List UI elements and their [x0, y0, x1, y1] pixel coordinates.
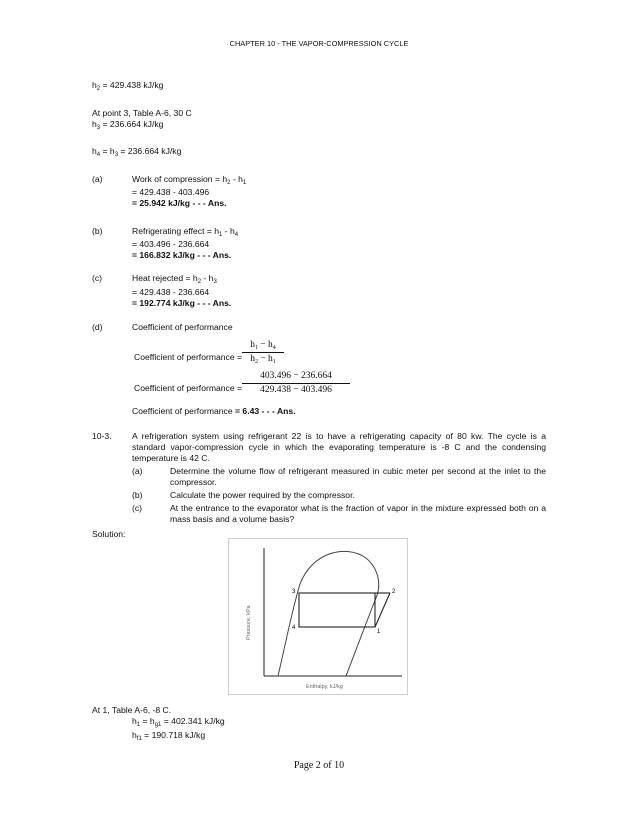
h2-line: $h_2 = 429.438$ kJ/kg: [92, 80, 164, 92]
item-a-label: (a): [132, 466, 143, 476]
problem-number: 10-3.: [92, 431, 112, 441]
point-1-label: 1: [377, 629, 381, 635]
part-c-text: Heat rejected = $h_2 - h_3$: [132, 273, 217, 285]
part-a-label: (a): [92, 174, 103, 184]
part-a-answer: = 25.942 kJ/kg - - - Ans.: [132, 198, 227, 208]
cop-result: Coefficient of performance = 6.43 - - - Ans.: [132, 406, 296, 416]
part-d-text: Coefficient of performance: [132, 322, 233, 332]
part-b-calc: = 403.496 - 236.664: [132, 239, 210, 249]
at1-heading: At 1, Table A-6, -8 C.: [92, 705, 172, 715]
cop-equation-lhs: Coefficient of performance =: [134, 352, 243, 362]
item-a-text: Determine the volume flow of refrigerant measured in cubic meter per second at the inlet to the compressor.: [170, 466, 546, 487]
saturation-dome: [278, 551, 379, 676]
item-b-text: Calculate the power required by the compressor.: [170, 490, 355, 500]
h1-line: $h_1 = h_{g1} = 402.341$ kJ/kg: [132, 716, 225, 728]
part-a-text: Work of compression = $h_2 - h_1$: [132, 174, 247, 186]
point-2-label: 2: [392, 589, 396, 595]
point3-heading: At point 3, Table A-6, 30 C: [92, 108, 192, 118]
cop-numeric-lhs: Coefficient of performance =: [134, 383, 243, 393]
item-c-text: At the entrance to the evaporator what is the fraction of vapor in the mixture expressed both on a mass basis and a volume basis?: [170, 503, 546, 524]
item-c-label: (c): [132, 503, 143, 513]
cop-numeric-fraction: 403.496 − 236.664 429.438 − 403.496: [242, 371, 350, 396]
problem-statement: A refrigeration system using refrigerant 22 is to have a refrigerating capacity of 80 kw. The cycle is a standard vapor-compression cycle in which the evaporating temperature is -8 C and the condensing temperature is 42 C.: [132, 431, 546, 463]
diagram-x-label: Enthalpy, kJ/kg: [306, 684, 343, 690]
h4-line: $h_4 = h_3 = 236.664$ kJ/kg: [92, 146, 182, 158]
part-d-label: (d): [92, 322, 103, 332]
part-a-calc: = 429.438 - 403.496: [132, 187, 210, 197]
part-b-label: (b): [92, 226, 103, 236]
hf1-line: $h_{f1} = 190.718$ kJ/kg: [132, 730, 206, 742]
compression-line: [375, 593, 390, 627]
item-b-label: (b): [132, 490, 143, 500]
point-3-label: 3: [292, 589, 296, 595]
h3-line: $h_3 = 236.664$ kJ/kg: [92, 119, 164, 131]
point-4-label: 4: [292, 625, 296, 631]
cycle-rectangle: [299, 593, 375, 627]
diagram-y-label: Pressure, kPa: [246, 605, 252, 640]
ph-diagram: [228, 538, 408, 695]
diagram-frame: [229, 539, 408, 695]
part-c-answer: = 192.774 kJ/kg - - - Ans.: [132, 298, 232, 308]
solution-heading: Solution:: [92, 529, 126, 539]
page-header: CHAPTER 10 - THE VAPOR-COMPRESSION CYCLE: [229, 39, 409, 48]
cop-formula-fraction: $h_1 - h_4$ $h_2 - h_1$: [242, 340, 284, 365]
part-b-text: Refrigerating effect = $h_1 - h_4$: [132, 226, 239, 238]
part-c-label: (c): [92, 273, 103, 283]
part-c-calc: = 429.438 - 236.664: [132, 287, 210, 297]
page-number: Page 2 of 10: [293, 760, 345, 771]
part-b-answer: = 166.832 kJ/kg - - - Ans.: [132, 250, 232, 260]
